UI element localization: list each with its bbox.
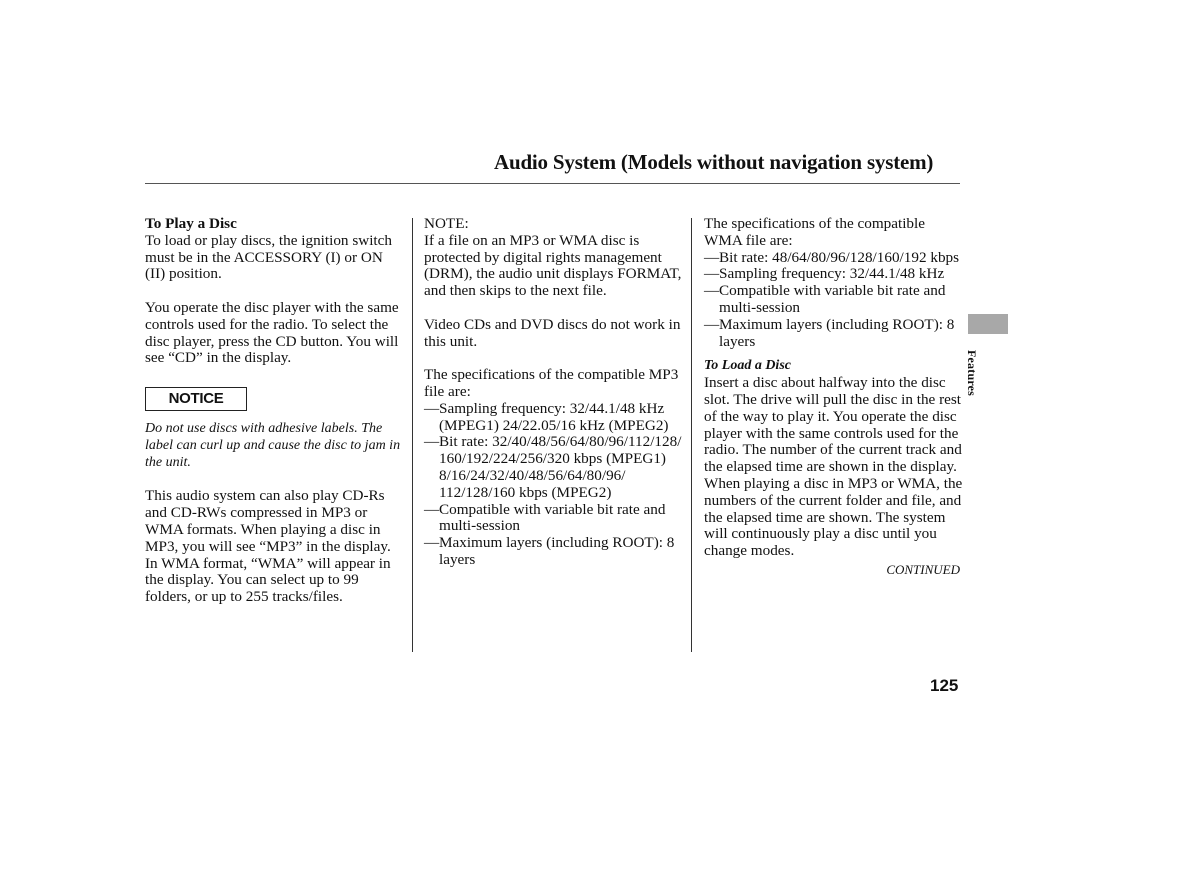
section-tab-label (965, 350, 989, 410)
dash-bullet: — (704, 248, 720, 266)
dash-bullet: — (424, 433, 440, 451)
list-item (424, 502, 686, 536)
list-item (424, 401, 686, 435)
dash-bullet: — (704, 315, 720, 333)
dash-bullet: — (704, 282, 720, 300)
list-item-text: Sampling frequency: 32/44.1/48 kHz (MPEG1) 24/22.05/16 kHz (MPEG2) (439, 399, 669, 434)
dash-bullet: — (424, 500, 440, 518)
section-tab-text: Features (965, 350, 979, 397)
column-divider-1 (412, 218, 413, 652)
header-rule (145, 183, 960, 184)
list-item-text: Bit rate: 48/64/80/96/128/160/192 kbps (719, 248, 960, 266)
page-title: Audio System (Models without navigation system) (494, 150, 934, 174)
page-number: 125 (930, 676, 959, 695)
section-heading-play-disc: To Play a Disc (145, 215, 237, 232)
dash-bullet: — (424, 399, 440, 417)
paragraph-mp3-wma: This audio system can also play CD-Rs and CD-RWs compressed in MP3 or WMA formats. When playing a disc in MP3, you will see “MP3” in the display. In WMA format, “WMA” will appear in the display. You can select up to 99 folders, or up to 255 tracks/files. (145, 487, 391, 606)
note-label: NOTE: (424, 215, 469, 232)
list-item-text: Maximum layers (including ROOT): 8 layers (719, 315, 955, 350)
column-3 (704, 216, 964, 579)
list-item-text: Bit rate: 32/40/48/56/64/80/96/112/128/ 160/192/224/256/320 kbps (MPEG1) 8/16/24/32/40/48/56/64/80/96/ 112/128/160 kbps (MPEG2) (439, 433, 682, 501)
paragraph-drm: If a file on an MP3 or WMA disc is protected by digital rights management (DRM), the audio unit displays FORMAT, and then skips to the next file. (424, 231, 682, 300)
paragraph-mp3-spec-intro: The specifications of the compatible MP3 file are: (424, 366, 679, 400)
paragraph-load-disc: Insert a disc about halfway into the disc slot. The drive will pull the disc in the rest of the way to play it. You operate the disc player with the same controls used for the radio. The number of the current track and the elapsed time are shown in the display. When playing a disc in MP3 or WMA, the numbers of the current folder and file, and the elapsed time are shown. The system will continuously play a disc until you change modes. (704, 374, 963, 560)
paragraph-controls: You operate the disc player with the same controls used for the radio. To select the disc player, press the CD button. You will see “CD” in the display. (145, 298, 399, 367)
list-item (424, 535, 686, 569)
continued-label: CONTINUED (886, 561, 960, 577)
notice-text: Do not use discs with adhesive labels. The label can curl up and cause the disc to jam in the unit. (145, 421, 401, 470)
column-1 (145, 216, 403, 606)
section-tab (968, 314, 1008, 334)
list-item-text: Sampling frequency: 32/44.1/48 kHz (719, 265, 945, 283)
list-item (704, 317, 964, 351)
list-item (704, 283, 964, 317)
paragraph-wma-spec-intro: The specifications of the compatible WMA file are: (704, 215, 925, 249)
column-2 (424, 216, 686, 569)
notice-badge: NOTICE (145, 387, 247, 411)
paragraph-video-cd: Video CDs and DVD discs do not work in this unit. (424, 315, 681, 350)
section-heading-load-disc: To Load a Disc (704, 358, 791, 374)
dash-bullet: — (424, 534, 440, 552)
list-item (704, 266, 964, 283)
list-item (424, 434, 686, 501)
list-item-text: Compatible with variable bit rate and multi-session (439, 500, 666, 535)
column-divider-2 (691, 218, 692, 652)
list-item-text: Maximum layers (including ROOT): 8 layers (439, 534, 675, 568)
list-item-text: Compatible with variable bit rate and multi-session (719, 282, 946, 316)
paragraph-ignition: To load or play discs, the ignition switch must be in the ACCESSORY (I) or ON (II) position. (145, 231, 392, 283)
list-item (704, 250, 964, 267)
dash-bullet: — (704, 265, 720, 283)
